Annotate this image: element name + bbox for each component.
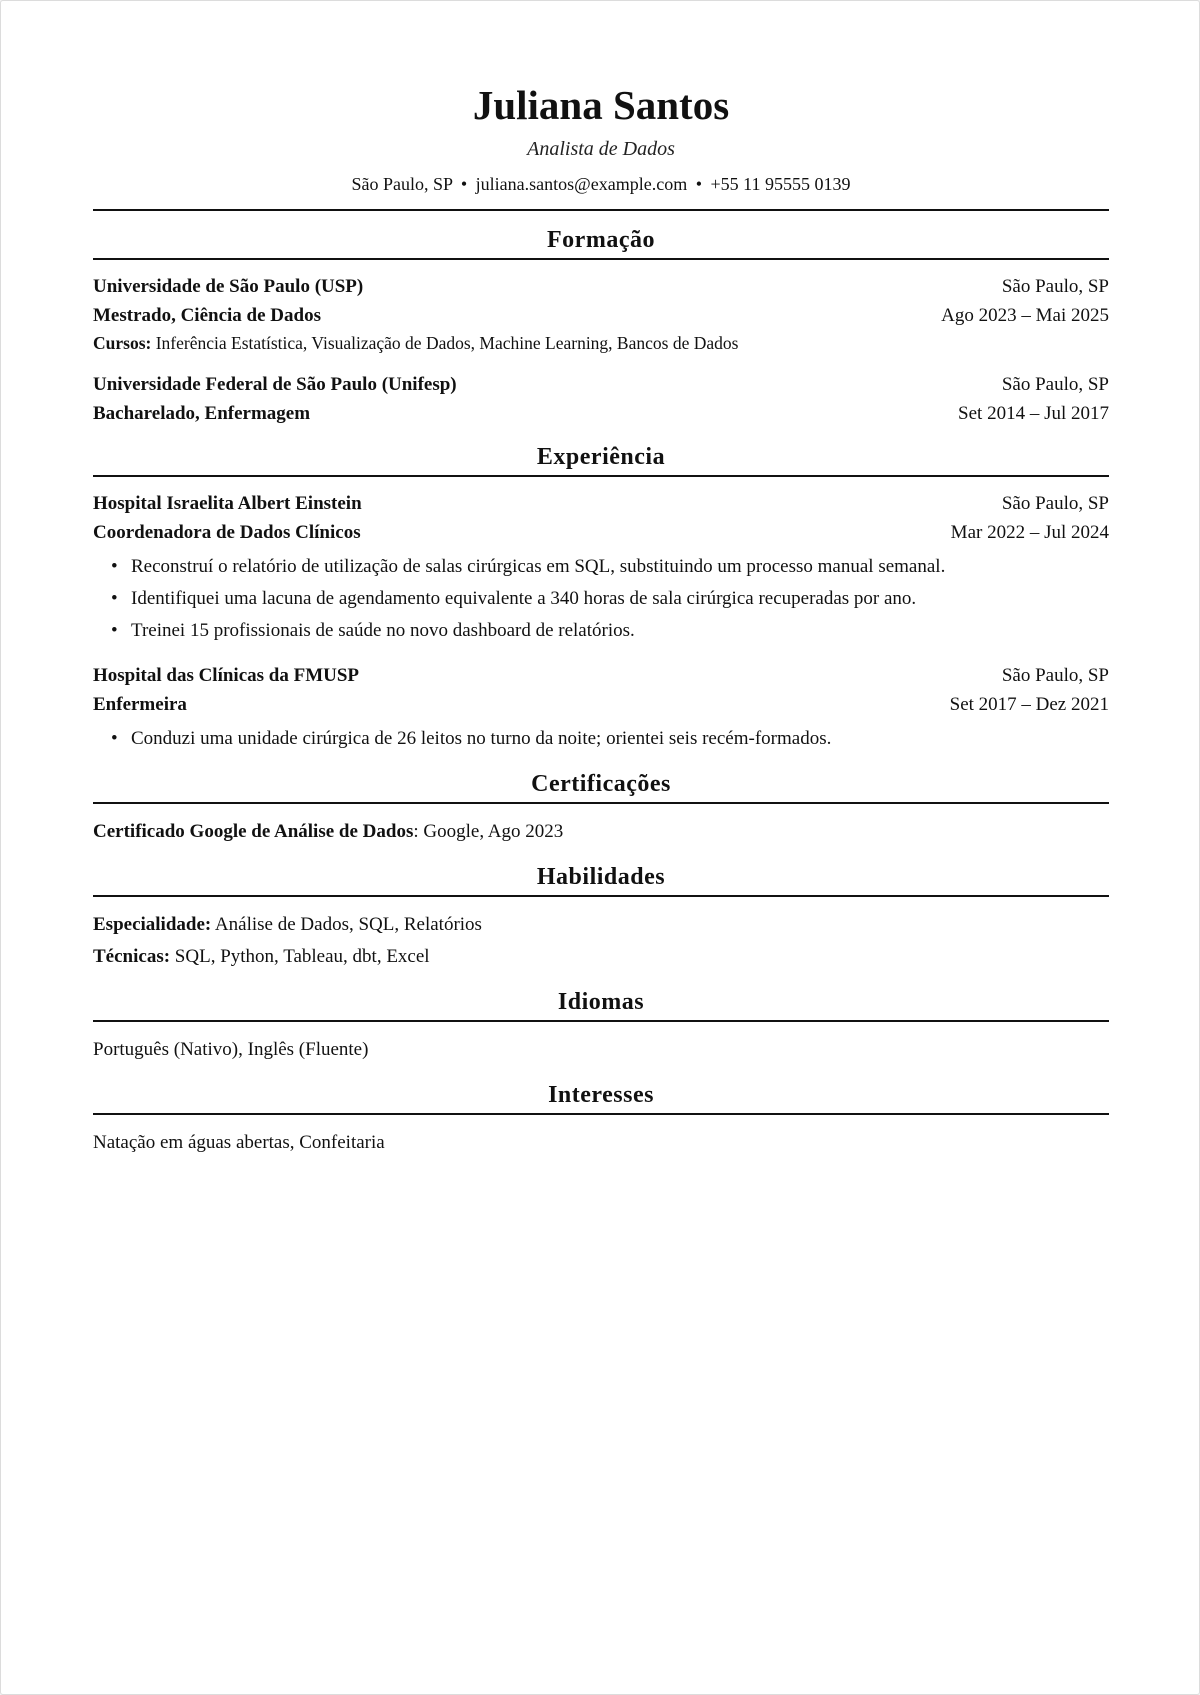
section-title-languages: Idiomas bbox=[93, 987, 1109, 1022]
section-title-interests: Interesses bbox=[93, 1080, 1109, 1115]
experience-bullet: • Conduzi uma unidade cirúrgica de 26 leitos no turno da noite; orientei seis recém-formados. bbox=[111, 723, 1109, 755]
skills-value: SQL, Python, Tableau, dbt, Excel bbox=[170, 946, 430, 967]
header-divider bbox=[93, 209, 1109, 211]
certification-name: Certificado Google de Análise de Dados bbox=[93, 821, 414, 842]
skills-value: Análise de Dados, SQL, Relatórios bbox=[211, 914, 482, 935]
contact-email[interactable]: juliana.santos@example.com bbox=[475, 174, 688, 194]
interests-text: Natação em águas abertas, Confeitaria bbox=[93, 1132, 385, 1153]
section-title-education: Formação bbox=[93, 225, 1109, 260]
school-location: São Paulo, SP bbox=[1001, 276, 1109, 297]
skills-label: Especialidade: bbox=[93, 914, 212, 935]
education-entry bbox=[93, 370, 1109, 428]
experience-entry bbox=[93, 661, 1109, 755]
skills-section bbox=[93, 862, 1109, 973]
experience-bullet: • Identifiquei uma lacuna de agendamento equivalente a 340 horas de sala cirúrgica recuperadas por ano. bbox=[111, 583, 1109, 615]
role-title: Enfermeira bbox=[93, 694, 187, 715]
contact-phone[interactable]: +55 11 95555 0139 bbox=[710, 174, 851, 194]
certification-entries bbox=[93, 816, 1109, 848]
contact-location: São Paulo, SP bbox=[351, 174, 453, 194]
role-dates: Mar 2022 – Jul 2024 bbox=[950, 522, 1109, 543]
education-section bbox=[93, 225, 1109, 428]
experience-company-row bbox=[93, 661, 1109, 690]
section-title-certifications: Certificações bbox=[93, 769, 1109, 804]
certifications-section bbox=[93, 769, 1109, 848]
languages-entries bbox=[93, 1034, 1109, 1066]
courses-list: Inferência Estatística, Visualização de Dados, Machine Learning, Bancos de Dados bbox=[155, 333, 739, 353]
education-degree-row bbox=[93, 301, 1109, 330]
resume-content bbox=[93, 77, 1109, 1159]
education-degree-row bbox=[93, 399, 1109, 428]
experience-role-row bbox=[93, 690, 1109, 719]
interests-section bbox=[93, 1080, 1109, 1159]
experience-bullet: • Reconstruí o relatório de utilização de salas cirúrgicas em SQL, substituindo um processo manual semanal. bbox=[111, 551, 1109, 583]
skills-label: Técnicas: bbox=[93, 946, 171, 967]
education-entry bbox=[93, 272, 1109, 356]
skills-line bbox=[93, 941, 1109, 973]
courses-label: Cursos: bbox=[93, 333, 152, 353]
experience-entry bbox=[93, 489, 1109, 647]
languages-text: Português (Nativo), Inglês (Fluente) bbox=[93, 1039, 369, 1060]
skills-entries bbox=[93, 909, 1109, 973]
role-title: Coordenadora de Dados Clínicos bbox=[93, 522, 361, 543]
section-title-skills: Habilidades bbox=[93, 862, 1109, 897]
certification-detail: : Google, Ago 2023 bbox=[413, 821, 564, 842]
interests-entries bbox=[93, 1127, 1109, 1159]
company-location: São Paulo, SP bbox=[1001, 665, 1109, 686]
resume-header bbox=[93, 77, 1109, 197]
school-name: Universidade de São Paulo (USP) bbox=[93, 276, 364, 297]
role-dates: Set 2017 – Dez 2021 bbox=[949, 694, 1109, 715]
experience-section bbox=[93, 442, 1109, 755]
school-name: Universidade Federal de São Paulo (Unifesp) bbox=[93, 374, 457, 395]
education-entries bbox=[93, 272, 1109, 428]
experience-bullets bbox=[93, 723, 1109, 755]
school-location: São Paulo, SP bbox=[1001, 374, 1109, 395]
languages-section bbox=[93, 987, 1109, 1066]
experience-company-row bbox=[93, 489, 1109, 518]
candidate-name: Juliana Santos bbox=[472, 82, 730, 128]
experience-role-row bbox=[93, 518, 1109, 547]
courses-line bbox=[93, 330, 1109, 356]
education-school-row bbox=[93, 370, 1109, 399]
experience-entries bbox=[93, 489, 1109, 755]
candidate-title: Analista de Dados bbox=[527, 138, 675, 160]
contact-separator: • bbox=[460, 174, 468, 194]
experience-bullet: • Treinei 15 profissionais de saúde no novo dashboard de relatórios. bbox=[111, 615, 1109, 647]
company-name: Hospital Israelita Albert Einstein bbox=[93, 493, 362, 514]
degree-name: Bacharelado, Enfermagem bbox=[93, 403, 311, 424]
company-name: Hospital das Clínicas da FMUSP bbox=[93, 665, 360, 686]
contact-separator: • bbox=[695, 174, 703, 194]
section-title-experience: Experiência bbox=[93, 442, 1109, 477]
experience-bullets bbox=[93, 551, 1109, 647]
degree-dates: Ago 2023 – Mai 2025 bbox=[941, 305, 1109, 326]
degree-name: Mestrado, Ciência de Dados bbox=[93, 305, 321, 326]
certification-item bbox=[93, 816, 1109, 848]
skills-line bbox=[93, 909, 1109, 941]
education-school-row bbox=[93, 272, 1109, 301]
company-location: São Paulo, SP bbox=[1001, 493, 1109, 514]
degree-dates: Set 2014 – Jul 2017 bbox=[958, 403, 1109, 424]
contact-line bbox=[93, 171, 1109, 197]
